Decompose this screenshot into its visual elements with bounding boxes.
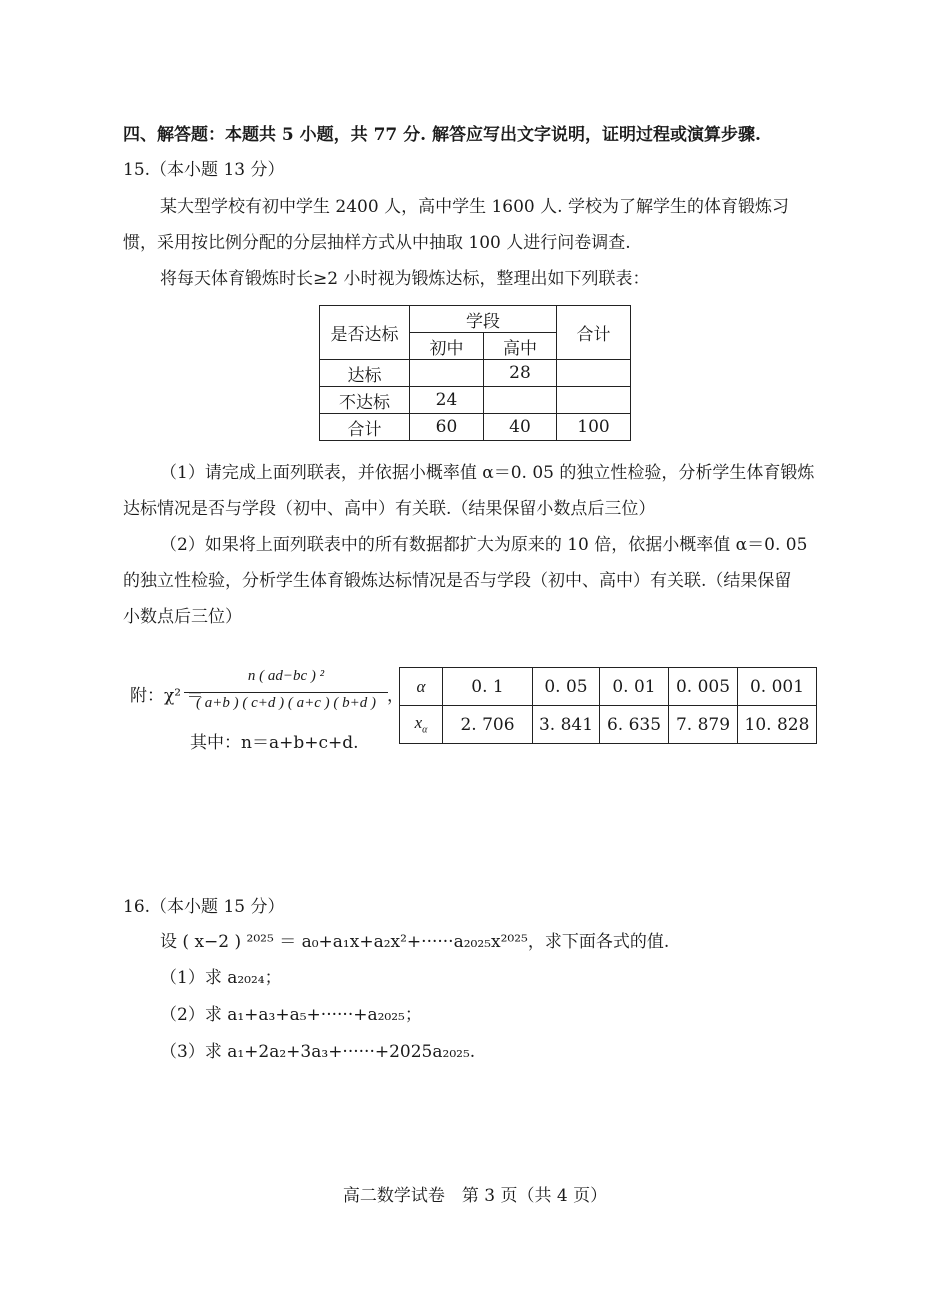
critical-value: 10. 828 bbox=[738, 706, 817, 744]
table-row bbox=[400, 668, 817, 706]
critical-value: 7. 879 bbox=[669, 706, 738, 744]
q15-part2-line1: （2）如果将上面列联表中的所有数据都扩大为原来的 10 倍，依据小概率值 α＝0. 05 bbox=[160, 535, 808, 555]
cell bbox=[557, 387, 631, 414]
row-label: 不达标 bbox=[320, 387, 410, 414]
alpha-value: 0. 01 bbox=[600, 668, 669, 706]
chi-square-fraction bbox=[184, 668, 388, 712]
cell bbox=[557, 360, 631, 387]
q15-para1-line1: 某大型学校有初中学生 2400 人，高中学生 1600 人. 学校为了解学生的体育锻炼习 bbox=[160, 197, 789, 217]
section-header: 四、解答题：本题共 5 小题，共 77 分. 解答应写出文字说明，证明过程或演算步骤. bbox=[123, 125, 761, 145]
q15-para2: 将每天体育锻炼时长≥2 小时视为锻炼达标，整理出如下列联表： bbox=[160, 269, 650, 289]
x-label: x bbox=[414, 713, 423, 733]
table-row bbox=[320, 414, 631, 441]
table-header-senior: 高中 bbox=[484, 333, 557, 360]
table-row bbox=[400, 706, 817, 744]
q15-heading: 15.（本小题 13 分） bbox=[123, 160, 285, 180]
q16-part2: （2）求 a₁+a₃+a₅+······+a₂₀₂₅； bbox=[160, 1005, 422, 1025]
appendix-where: 其中：n＝a+b+c+d. bbox=[190, 733, 359, 753]
fraction-denominator: ( a+b ) ( c+d ) ( a+c ) ( b+d ) bbox=[195, 695, 376, 711]
cell: 100 bbox=[557, 414, 631, 441]
appendix-prefix: 附：χ² ＝ bbox=[130, 686, 204, 706]
q15-part2-line3: 小数点后三位） bbox=[123, 607, 242, 627]
q16-stem: 设 ( x−2 ) ²⁰²⁵ ＝ a₀+a₁x+a₂x²+······a₂₀₂₅x²⁰²⁵，求下面各式的值. bbox=[160, 932, 670, 952]
x-alpha-label bbox=[400, 706, 443, 744]
x-label-subscript: α bbox=[422, 724, 428, 736]
fraction-numerator: n ( ad−bc ) ² bbox=[247, 668, 325, 684]
critical-value: 3. 841 bbox=[533, 706, 600, 744]
alpha-value: 0. 001 bbox=[738, 668, 817, 706]
cell: 40 bbox=[484, 414, 557, 441]
critical-value: 6. 635 bbox=[600, 706, 669, 744]
cell: 28 bbox=[484, 360, 557, 387]
table-header-stage: 学段 bbox=[410, 306, 557, 333]
q15-part1-line1: （1）请完成上面列联表，并依据小概率值 α＝0. 05 的独立性检验，分析学生体育锻炼 bbox=[160, 463, 815, 483]
cell: 24 bbox=[410, 387, 484, 414]
cell: 60 bbox=[410, 414, 484, 441]
alpha-value: 0. 005 bbox=[669, 668, 738, 706]
fraction-bar bbox=[184, 692, 388, 693]
row-label: 合计 bbox=[320, 414, 410, 441]
cell bbox=[484, 387, 557, 414]
alpha-value: 0. 05 bbox=[533, 668, 600, 706]
table-header-total: 合计 bbox=[557, 306, 631, 360]
q15-part2-line2: 的独立性检验，分析学生体育锻炼达标情况是否与学段（初中、高中）有关联.（结果保留 bbox=[123, 571, 792, 591]
alpha-label: α bbox=[400, 668, 443, 706]
table-header-junior: 初中 bbox=[410, 333, 484, 360]
contingency-table bbox=[319, 305, 631, 441]
q15-part1-line2: 达标情况是否与学段（初中、高中）有关联.（结果保留小数点后三位） bbox=[123, 499, 656, 519]
q16-part3: （3）求 a₁+2a₂+3a₃+······+2025a₂₀₂₅. bbox=[160, 1042, 476, 1062]
alpha-value: 0. 1 bbox=[443, 668, 533, 706]
critical-value-table bbox=[399, 667, 817, 744]
appendix-comma: ， bbox=[387, 686, 404, 706]
page-footer: 高二数学试卷 第 3 页（共 4 页） bbox=[342, 1186, 608, 1206]
table-row bbox=[320, 360, 631, 387]
table-header-qualified: 是否达标 bbox=[320, 306, 410, 360]
q16-heading: 16.（本小题 15 分） bbox=[123, 897, 285, 917]
critical-value: 2. 706 bbox=[443, 706, 533, 744]
row-label: 达标 bbox=[320, 360, 410, 387]
table-row bbox=[320, 387, 631, 414]
cell bbox=[410, 360, 484, 387]
q16-part1: （1）求 a₂₀₂₄； bbox=[160, 968, 282, 988]
q15-para1-line2: 惯，采用按比例分配的分层抽样方式从中抽取 100 人进行问卷调查. bbox=[123, 233, 631, 253]
